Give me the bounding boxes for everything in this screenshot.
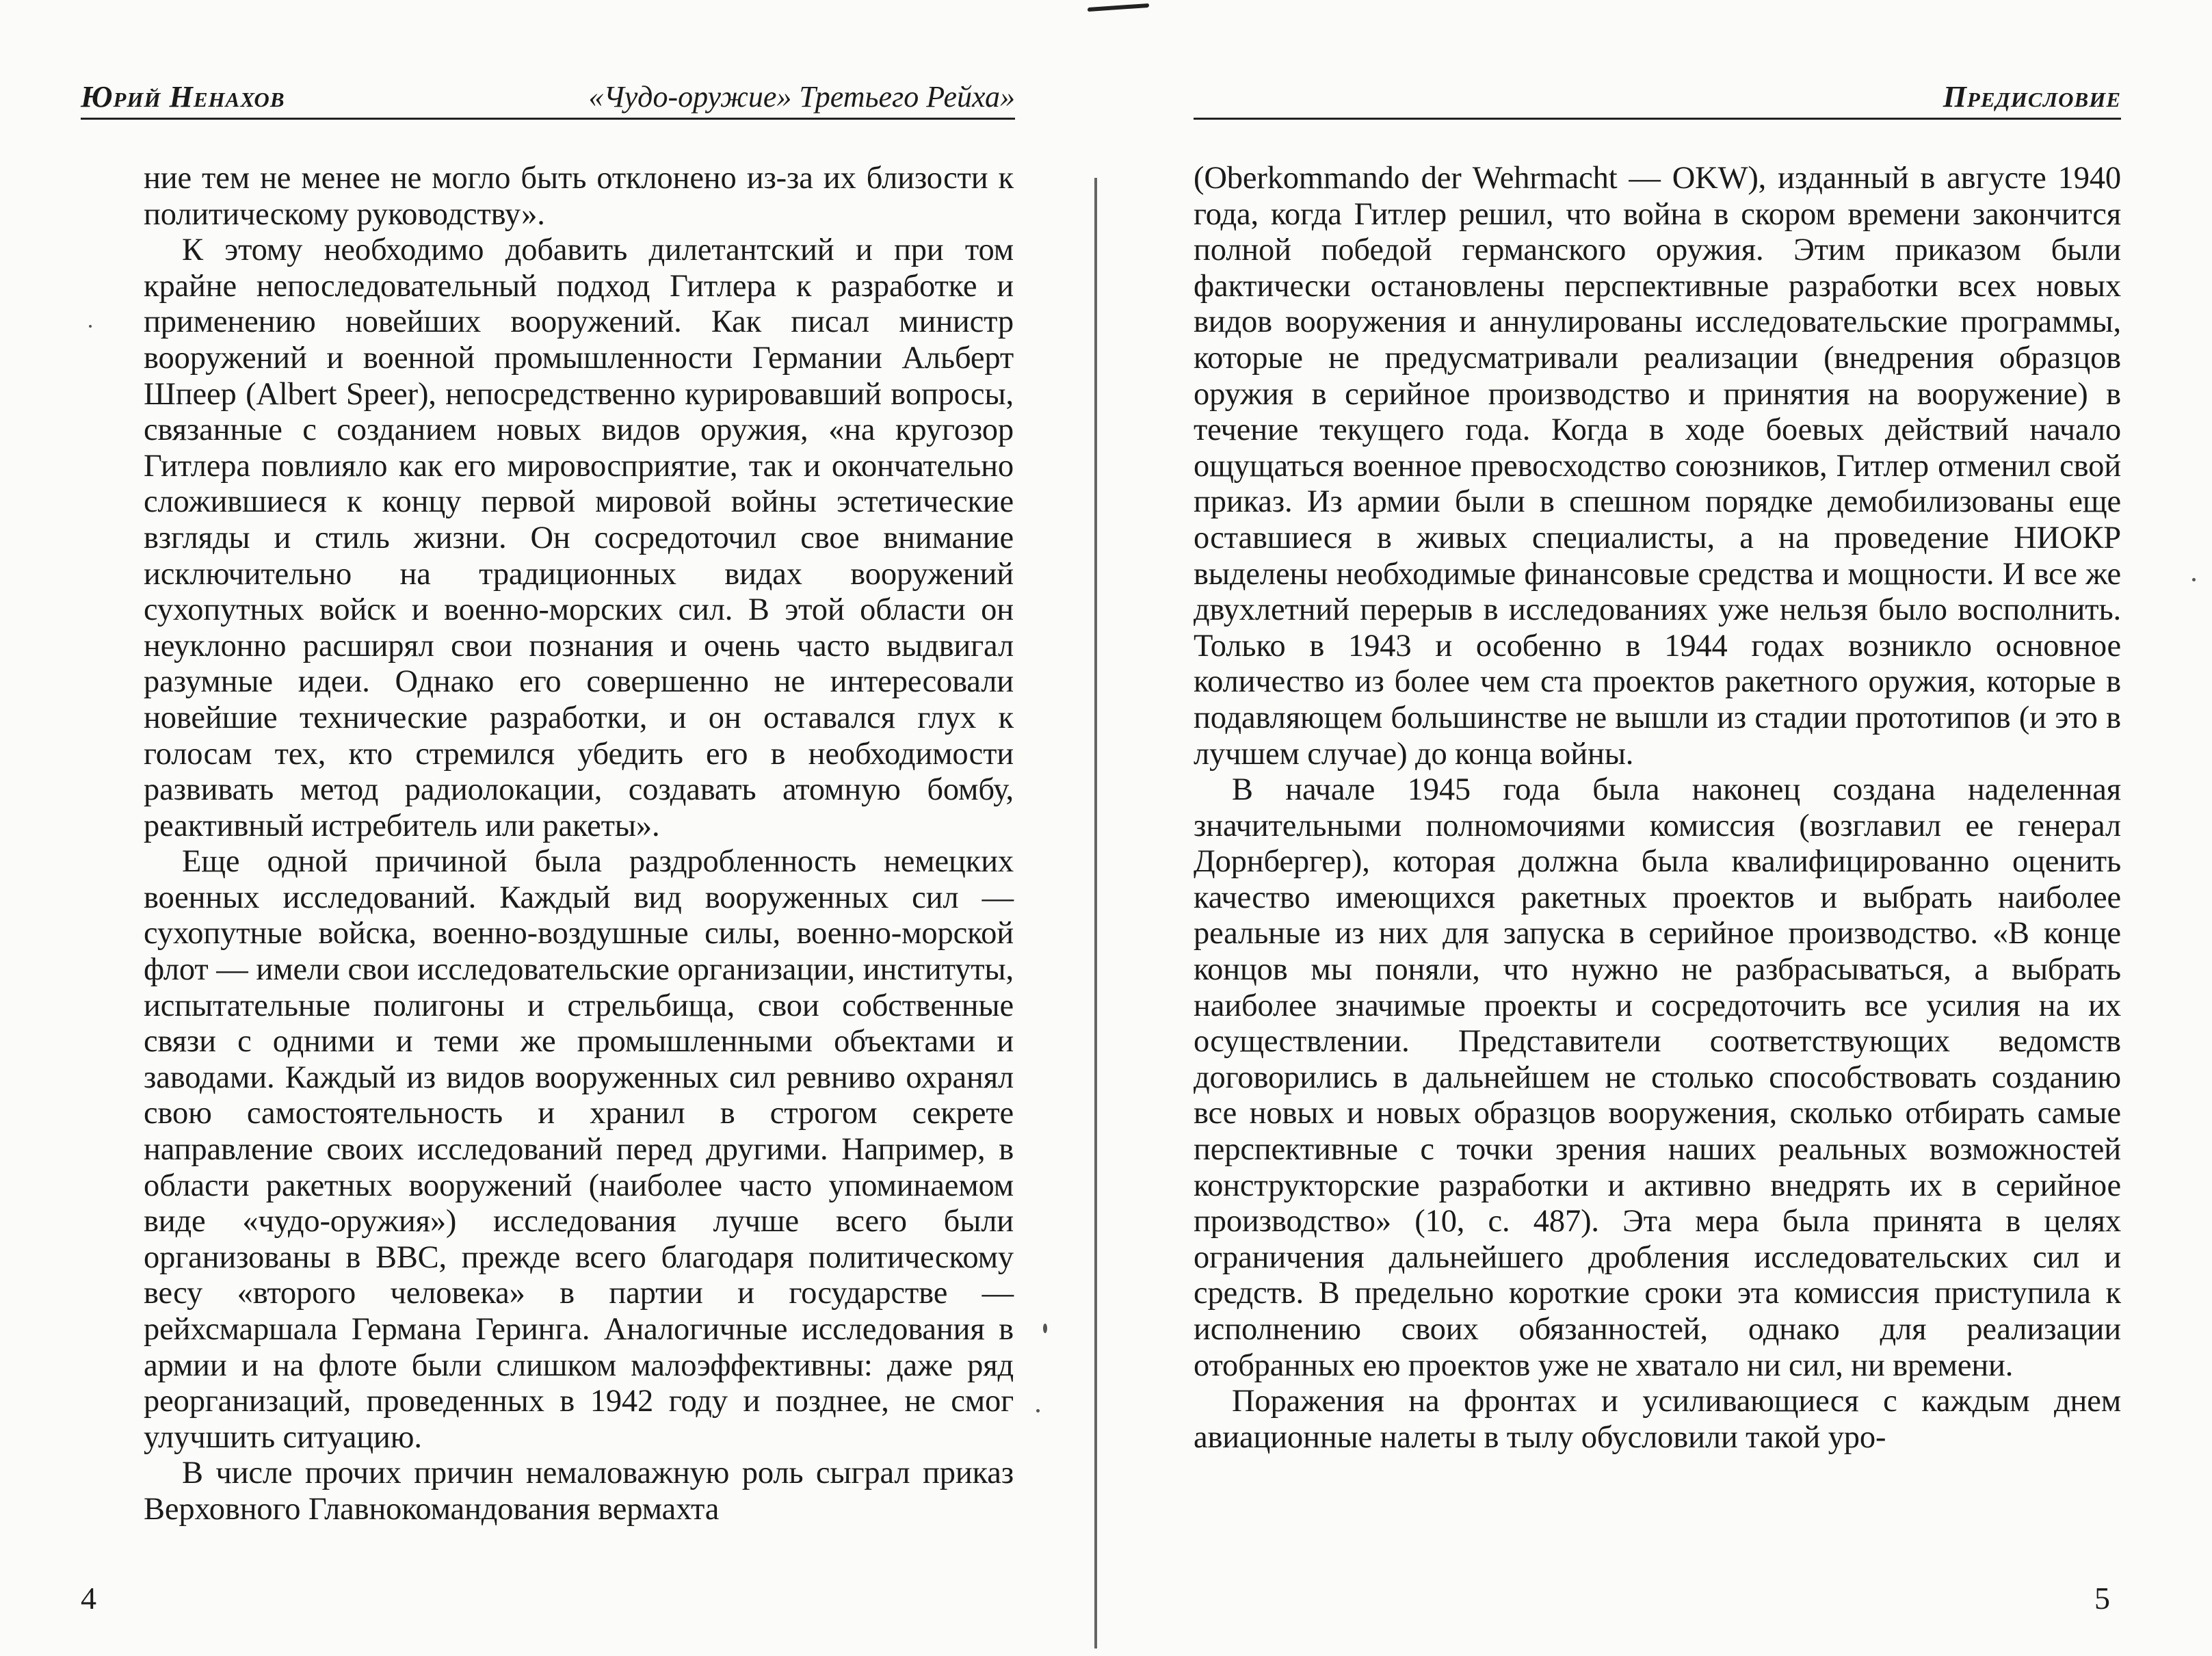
right-page xyxy=(1106,0,2212,1656)
author-name: Юрий Ненахов xyxy=(81,80,285,114)
page-number: 5 xyxy=(2094,1581,2110,1616)
paragraph: В числе прочих причин немаловажную роль сыграл приказ Верховного Главнокомандования вермахта xyxy=(144,1456,1014,1527)
left-running-header xyxy=(81,77,1015,120)
book-title: «Чудо-оружие» Третьего Рейха» xyxy=(588,80,1015,114)
left-page-text xyxy=(144,161,1014,1528)
right-page-text xyxy=(1194,161,2121,1456)
paragraph: В начале 1945 года была наконец создана наделенная значительными полномочиями комиссия (возглавил ее генерал Дорнбергер), которая должна была квалифицированно оценить качество имеющихся ракетных проектов и выбрать наиболее реальные из них для запуска в серийное производство. «В конце концов мы поняли, что нужно не разбрасываться, а выбрать наиболее значимые проекты и сосредоточить все усилия на их осуществлении. Представители соответствующих ведомств договорились в дальнейшем не столько способствовать созданию все новых и новых образцов вооружения, сколько отбирать самые перспективные с точки зрения наших реальных возможностей конструкторские разработки и активно внедрять их в серийное производство» (10, с. 487). Эта мера была принята в целях ограничения дальнейшего дробления исследовательских сил и средств. В предельно короткие сроки эта комиссия приступила к исполнению своих обязанностей, однако для реализации отобранных ею проектов уже не хватало ни сил, ни времени. xyxy=(1194,772,2121,1383)
scan-speck xyxy=(2192,578,2196,581)
scan-speck xyxy=(1036,1409,1040,1412)
paragraph: ние тем не менее не могло быть отклонено из-за их близости к политическому руководству». xyxy=(144,161,1014,232)
book-gutter xyxy=(1094,178,1097,1648)
scan-speck xyxy=(89,325,92,328)
paragraph: Еще одной причиной была раздробленность немецких военных исследований. Каждый вид вооруженных сил — сухопутные войска, военно-воздушные силы, военно-морской флот — имели свои исследовательские организации, институты, испытательные полигоны и стрельбища, свои собственные связи с одними и теми же промышленными объектами и заводами. Каждый из видов вооруженных сил ревниво охранял свою самостоятельность и хранил в строгом секрете направление своих исследований перед другими. Например, в области ракетных вооружений (наиболее часто упоминаемом виде «чудо-оружия») исследования лучше всего были организованы в ВВС, прежде всего благодаря политическому весу «второго человека» в партии и государстве — рейхсмаршала Германа Геринга. Аналогичные исследования в армии и на флоте были слишком малоэффективны: даже ряд реорганизаций, проведенных в 1942 году и позднее, не смог улучшить ситуацию. xyxy=(144,844,1014,1455)
page-number: 4 xyxy=(81,1581,96,1616)
scan-speck xyxy=(1043,1324,1047,1333)
section-title: Предисловие xyxy=(1943,80,2121,114)
right-running-header xyxy=(1194,77,2121,120)
paragraph: К этому необходимо добавить дилетантский и при том крайне непоследовательный подход Гитлера к разработке и применению новейших вооружений. Как писал министр вооружений и военной промышленности Германии Альберт Шпеер (Albert Speer), непосредственно курировавший вопросы, связанные с созданием новых видов оружия, «на кругозор Гитлера повлияло как его мировосприятие, так и окончательно сложившиеся к концу первой мировой войны эстетические взгляды и стиль жизни. Он сосредоточил свое внимание исключительно на традиционных видах вооружений сухопутных войск и военно-морских сил. В этой области он неуклонно расширял свои познания и очень часто выдвигал разумные идеи. Однако его совершенно не интересовали новейшие технические разработки, и он оставался глух к голосам тех, кто стремился убедить его в необходимости развивать метод радиолокации, создавать атомную бомбу, реактивный истребитель или ракеты». xyxy=(144,233,1014,843)
paragraph: Поражения на фронтах и усиливающиеся с каждым днем авиационные налеты в тылу обусловили такой уро- xyxy=(1194,1384,2121,1455)
paragraph: (Oberkommando der Wehrmacht — OKW), изданный в августе 1940 года, когда Гитлер решил, что война в скором времени закончится полной победой германского оружия. Этим приказом были фактически остановлены перспективные разработки всех новых видов вооружения и аннулированы исследовательские программы, которые не предусматривали реализации (внедрения образцов оружия в серийное производство и принятия на вооружение) в течение текущего года. Когда в ходе боевых действий начало ощущаться военное превосходство союзников, Гитлер отменил свой приказ. Из армии были в спешном порядке демобилизованы еще оставшиеся в живых специалисты, а на проведение НИОКР выделены необходимые финансовые средства и мощности. И все же двухлетний перерыв в исследованиях уже нельзя было восполнить. Только в 1943 и особенно в 1944 годах возникло основное количество из более чем ста проектов ракетного оружия, которые в подавляющем большинстве не вышли из стадии прототипов (и это в лучшем случае) до конца войны. xyxy=(1194,161,2121,772)
